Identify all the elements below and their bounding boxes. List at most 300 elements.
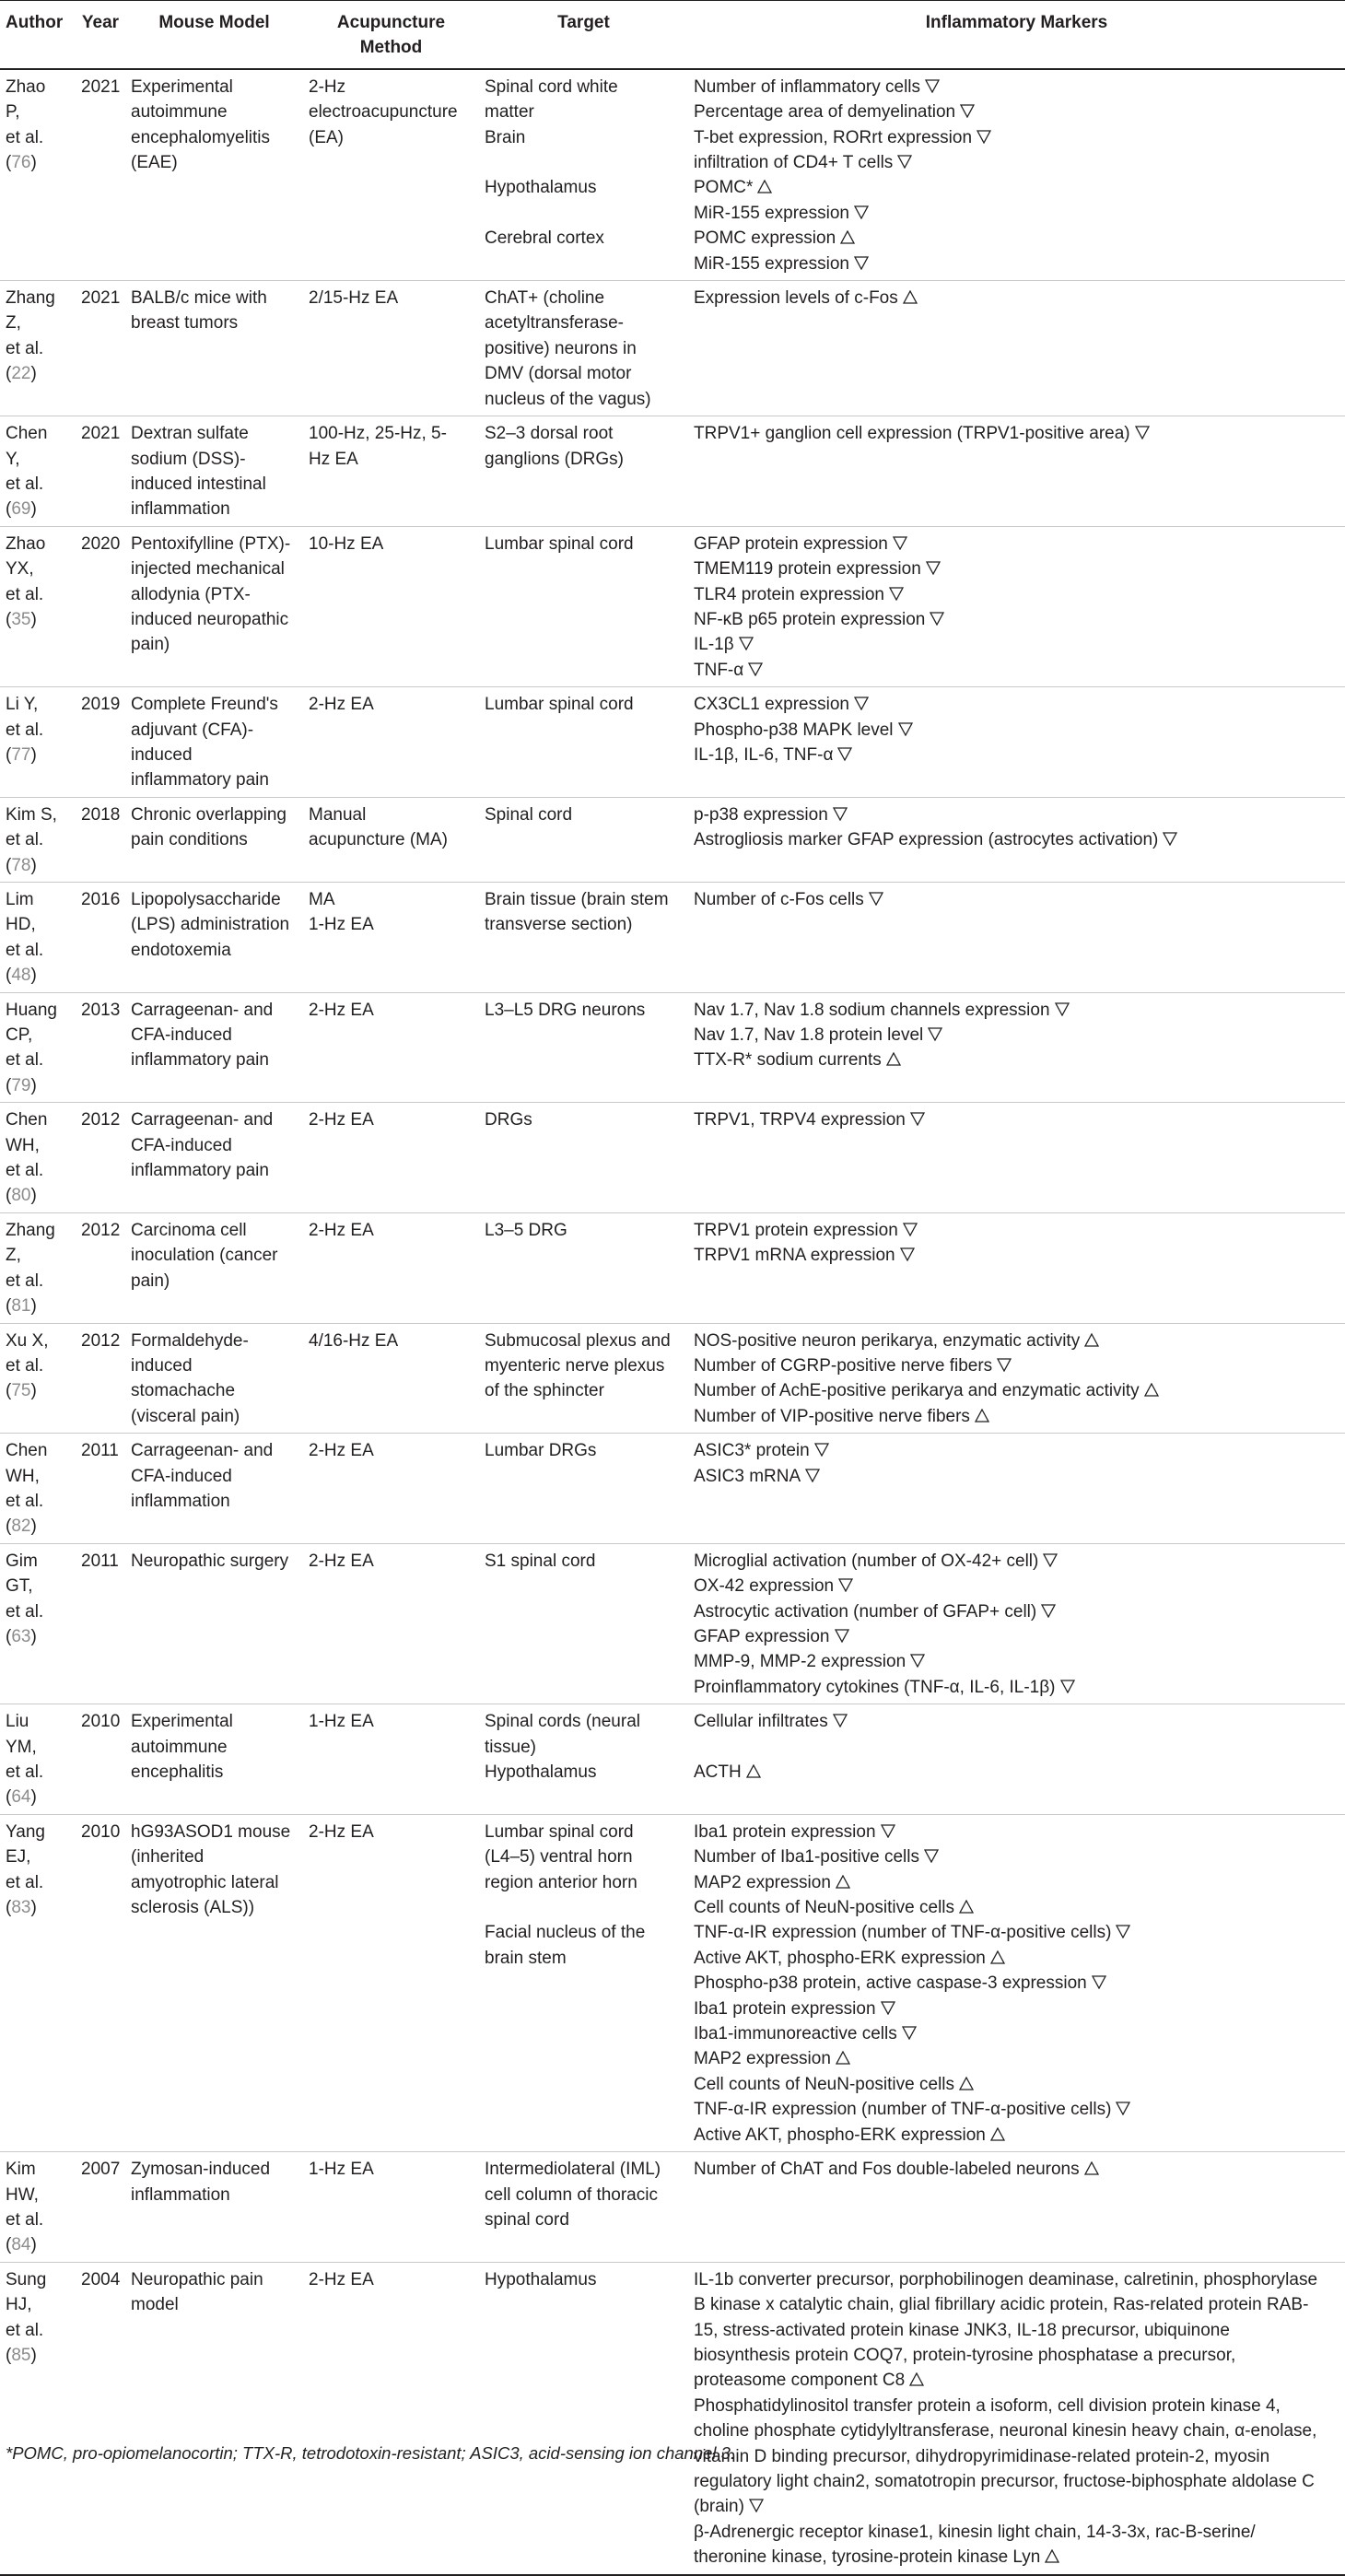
author-line: et al. [6, 1491, 44, 1511]
author-line: Liu [6, 1712, 29, 1732]
model-line: (inherited [131, 1847, 205, 1868]
author-line: Kim [6, 2160, 36, 2180]
mouse-model-cell [125, 1434, 303, 1544]
triangle-down-icon [748, 662, 763, 676]
model-line: encephalomyelitis [131, 127, 271, 147]
target-line: Submucosal plexus and [485, 1330, 671, 1351]
method-line: 2-Hz [309, 76, 346, 97]
triangle-up-icon [990, 1950, 1005, 1964]
marker-item [694, 1820, 1341, 1844]
triangle-up-icon [757, 180, 772, 193]
acupuncture-method-cell [303, 526, 479, 686]
marker-text: Expression levels of c-Fos [694, 288, 898, 309]
author-cell [0, 1323, 76, 1434]
author-line: GT, [6, 1576, 33, 1597]
author-cell [0, 416, 76, 527]
author-line: Zhang [6, 288, 55, 309]
marker-item [694, 2046, 1341, 2071]
target-line: Cerebral cortex [485, 228, 604, 249]
marker-text: Proinflammatory cytokines (TNF-α, IL-6, IL-1β) [694, 1677, 1056, 1697]
method-line: electroacupuncture [309, 102, 458, 123]
reference-number: 75 [11, 1381, 31, 1401]
mouse-model-cell [125, 1704, 303, 1815]
marker-item [694, 1844, 1341, 1869]
year-cell: 2018 [76, 797, 125, 882]
triangle-down-icon [869, 892, 883, 906]
table-row [0, 992, 1345, 1103]
reference-number: 77 [11, 744, 31, 765]
triangle-up-icon [840, 230, 855, 244]
reference-number: 48 [11, 966, 31, 986]
marker-item [694, 1946, 1341, 1971]
header-inflammatory-markers: Inflammatory Markers [688, 1, 1345, 69]
triangle-down-icon [854, 205, 869, 219]
marker-text: IL-1β [694, 635, 734, 655]
model-line: Dextran sulfate [131, 424, 249, 444]
target-cell [479, 797, 688, 882]
target-line: Facial nucleus of the [485, 1923, 646, 1943]
year-cell: 2021 [76, 416, 125, 527]
target-line: Spinal cords (neural [485, 1712, 640, 1732]
target-cell [479, 416, 688, 527]
model-line: model [131, 2295, 179, 2315]
author-cell [0, 69, 76, 281]
reference-number: 22 [11, 364, 31, 384]
marker-text: MAP2 expression [694, 2049, 831, 2069]
model-line: pain) [131, 1270, 170, 1291]
model-line: Carcinoma cell [131, 1220, 247, 1240]
target-line: nucleus of the vagus) [485, 389, 651, 409]
marker-item [694, 1760, 1341, 1785]
target-cell [479, 992, 688, 1103]
marker-item [694, 1107, 1341, 1132]
model-line: induced [131, 744, 193, 765]
inflammatory-markers-cell [688, 992, 1345, 1103]
inflammatory-markers-cell [688, 1212, 1345, 1323]
marker-text: Number of inflammatory cells [694, 76, 921, 97]
marker-text: p-p38 expression [694, 804, 828, 825]
author-line: Kim S, [6, 804, 57, 825]
marker-item [694, 252, 1341, 276]
reference-number: 81 [11, 1296, 31, 1317]
triangle-down-icon [889, 587, 904, 601]
table-row [0, 1434, 1345, 1544]
author-line: Sung [6, 2269, 47, 2289]
author-line: et al. [6, 1161, 44, 1181]
model-line: hG93ASOD1 mouse [131, 1821, 291, 1842]
method-line: 2-Hz EA [309, 1220, 374, 1240]
author-line: HJ, [6, 2295, 32, 2315]
model-line: induced [131, 1355, 193, 1376]
marker-item [694, 1404, 1341, 1429]
author-line: Z, [6, 1246, 21, 1266]
reference-line: (63) [6, 1626, 37, 1646]
method-line: 2-Hz EA [309, 1110, 374, 1130]
table-row [0, 1103, 1345, 1213]
marker-item [694, 556, 1341, 581]
marker-item [694, 607, 1341, 632]
reference-line: (64) [6, 1787, 37, 1808]
target-cell [479, 1323, 688, 1434]
triangle-down-icon [881, 2001, 895, 2015]
target-cell [479, 2262, 688, 2574]
target-line: Spinal cord [485, 804, 573, 825]
marker-text: GFAP expression [694, 1626, 830, 1646]
triangle-down-icon [749, 2499, 764, 2512]
target-line: ChAT+ (choline [485, 288, 605, 309]
marker-item [694, 2072, 1341, 2097]
triangle-down-icon [1116, 2102, 1130, 2115]
marker-item [694, 1895, 1341, 1920]
table-row [0, 1814, 1345, 2151]
acupuncture-method-cell [303, 416, 479, 527]
triangle-down-icon [977, 130, 991, 144]
reference-number: 85 [11, 2345, 31, 2365]
target-line: Brain [485, 127, 526, 147]
target-cell [479, 1814, 688, 2151]
table-body [0, 69, 1345, 2575]
target-line: Lumbar spinal cord [485, 695, 634, 715]
model-line: Experimental [131, 1712, 233, 1732]
marker-text: Number of VIP-positive nerve fibers [694, 1406, 970, 1426]
marker-text: Cell counts of NeuN-positive cells [694, 1898, 955, 1918]
author-line: WH, [6, 1135, 40, 1155]
model-line: pain) [131, 635, 170, 655]
marker-item [694, 226, 1341, 251]
triangle-down-icon [898, 722, 913, 736]
model-line: (visceral pain) [131, 1406, 240, 1426]
mouse-model-cell [125, 687, 303, 798]
model-line: Neuropathic pain [131, 2269, 263, 2289]
marker-item [694, 2157, 1341, 2182]
target-line: Intermediolateral (IML) [485, 2160, 661, 2180]
marker-item [694, 1649, 1341, 1674]
triangle-down-icon [926, 561, 941, 575]
author-line: Lim [6, 890, 34, 909]
triangle-down-icon [910, 1654, 925, 1668]
marker-item [694, 692, 1341, 717]
model-line: Zymosan-induced [131, 2160, 271, 2180]
marker-text: TMEM119 protein expression [694, 559, 921, 580]
marker-text: CX3CL1 expression [694, 695, 849, 715]
inflammatory-markers-cell [688, 281, 1345, 416]
mouse-model-cell [125, 1212, 303, 1323]
method-line: 2-Hz EA [309, 1000, 374, 1020]
marker-text: Number of AchE-positive perikarya and enzymatic activity [694, 1381, 1140, 1401]
marker-item [694, 532, 1341, 556]
author-line: Z, [6, 313, 21, 334]
author-cell [0, 883, 76, 993]
marker-item [694, 1329, 1341, 1353]
mouse-model-cell [125, 69, 303, 281]
marker-item [694, 1709, 1341, 1734]
inflammatory-markers-cell [688, 69, 1345, 281]
target-line: region anterior horn [485, 1872, 637, 1892]
reference-number: 80 [11, 1186, 31, 1206]
model-line: inflammation [131, 2184, 230, 2205]
triangle-down-icon [924, 1849, 939, 1863]
model-line: Carrageenan- and [131, 1000, 274, 1020]
target-line: Lumbar spinal cord [485, 533, 634, 554]
target-line: S1 spinal cord [485, 1551, 596, 1571]
reference-line: (79) [6, 1075, 37, 1095]
marker-item [694, 1574, 1341, 1598]
inflammatory-markers-cell [688, 1704, 1345, 1815]
acupuncture-method-cell [303, 2262, 479, 2574]
year-cell: 2019 [76, 687, 125, 798]
author-line: et al. [6, 474, 44, 494]
marker-text: TNF-α [694, 660, 744, 680]
marker-line: B kinase x catalytic chain, glial fibrillary acidic protein, Ras-related protein RAB- [694, 2295, 1309, 2315]
marker-text: POMC expression [694, 228, 836, 249]
acupuncture-method-cell [303, 797, 479, 882]
target-line: Hypothalamus [485, 2269, 597, 2289]
author-line: Chen [6, 424, 48, 444]
marker-text: TRPV1+ ganglion cell expression (TRPV1-positive area) [694, 424, 1130, 444]
model-line: induced neuropathic [131, 609, 289, 629]
marker-line: regulatory light chain2, somatotropin precursor, fructose-biphosphate aldolase C [694, 2471, 1315, 2491]
year-cell: 2011 [76, 1434, 125, 1544]
marker-text: Cellular infiltrates [694, 1712, 828, 1732]
acupuncture-method-cell [303, 687, 479, 798]
marker-item [694, 632, 1341, 657]
author-line: et al. [6, 1050, 44, 1071]
reference-line: (80) [6, 1186, 37, 1206]
model-line: Complete Freund's [131, 695, 278, 715]
marker-item [694, 582, 1341, 607]
model-line: Lipopolysaccharide [131, 890, 281, 909]
target-cell [479, 2152, 688, 2263]
mouse-model-cell [125, 992, 303, 1103]
method-line: 4/16-Hz EA [309, 1330, 399, 1351]
year-cell: 2012 [76, 1103, 125, 1213]
marker-text: Iba1 protein expression [694, 1821, 876, 1842]
author-cell [0, 1814, 76, 2151]
triangle-down-icon [903, 1223, 918, 1236]
marker-text: MiR-155 expression [694, 203, 849, 223]
target-line: matter [485, 102, 534, 123]
year-cell: 2010 [76, 1704, 125, 1815]
triangle-up-icon [836, 2051, 850, 2065]
author-cell [0, 526, 76, 686]
author-line: P, [6, 102, 20, 123]
target-line: tissue) [485, 1737, 536, 1757]
marker-item [694, 1920, 1341, 1945]
marker-text: Iba1-immunoreactive cells [694, 2024, 897, 2044]
reference-line: (35) [6, 609, 37, 629]
author-line: Zhao [6, 76, 46, 97]
mouse-model-cell [125, 2152, 303, 2263]
author-line: EJ, [6, 1847, 31, 1868]
marker-text: Iba1 protein expression [694, 1998, 876, 2019]
author-line: HW, [6, 2184, 39, 2205]
model-line: pain conditions [131, 830, 248, 850]
model-line: injected mechanical [131, 559, 285, 580]
year-cell: 2011 [76, 1543, 125, 1704]
model-line: inflammation [131, 499, 230, 520]
table-row [0, 1212, 1345, 1323]
year-cell: 2016 [76, 883, 125, 993]
marker-item [694, 1549, 1341, 1574]
marker-text: infiltration of CD4+ T cells [694, 153, 894, 173]
author-cell [0, 1543, 76, 1704]
marker-text: Cell counts of NeuN-positive cells [694, 2074, 955, 2094]
marker-item [694, 1971, 1341, 1996]
year-cell: 2020 [76, 526, 125, 686]
table-row [0, 416, 1345, 527]
model-line: (LPS) administration [131, 915, 290, 935]
marker-item [694, 286, 1341, 310]
model-line: encephalitis [131, 1762, 224, 1782]
marker-text: TTX-R* sodium currents [694, 1050, 882, 1071]
marker-item [694, 1353, 1341, 1378]
marker-text: Active AKT, phospho-ERK expression [694, 1948, 986, 1968]
target-cell [479, 1434, 688, 1544]
marker-item [694, 743, 1341, 767]
author-line: YM, [6, 1737, 37, 1757]
author-cell [0, 1704, 76, 1815]
marker-line: 15, stress-activated protein kinase JNK3, IL-18 precursor, ubiquinone [694, 2320, 1230, 2340]
target-cell [479, 1212, 688, 1323]
marker-item [694, 1599, 1341, 1624]
acupuncture-method-cell [303, 69, 479, 281]
marker-item [694, 1218, 1341, 1243]
marker-text: ASIC3 mRNA [694, 1466, 801, 1486]
year-cell: 2010 [76, 1814, 125, 2151]
header-author: Author [0, 1, 76, 69]
marker-text: Nav 1.7, Nav 1.8 sodium channels expression [694, 1000, 1050, 1020]
author-line: et al. [6, 1355, 44, 1376]
method-line: 100-Hz, 25-Hz, 5- [309, 424, 447, 444]
model-line: allodynia (PTX- [131, 584, 251, 604]
author-cell [0, 1212, 76, 1323]
reference-line: (22) [6, 364, 37, 384]
acupuncture-method-cell [303, 1704, 479, 1815]
target-line: (L4–5) ventral horn [485, 1847, 633, 1868]
marker-item [694, 718, 1341, 743]
reference-line: (77) [6, 744, 37, 765]
model-line: Chronic overlapping [131, 804, 287, 825]
marker-text: Number of c-Fos cells [694, 890, 864, 909]
model-line: inoculation (cancer [131, 1246, 278, 1266]
mouse-model-cell [125, 1103, 303, 1213]
triangle-up-icon [990, 2127, 1005, 2141]
marker-text: TNF-α-IR expression (number of TNF-α-positive cells) [694, 1923, 1112, 1943]
model-line: (EAE) [131, 153, 178, 173]
author-line: et al. [6, 720, 44, 740]
year-cell: 2021 [76, 69, 125, 281]
author-line: et al. [6, 1601, 44, 1622]
mouse-model-cell [125, 1814, 303, 2151]
model-line: induced intestinal [131, 474, 266, 494]
triangle-down-icon [854, 256, 869, 270]
acupuncture-method-cell [303, 1323, 479, 1434]
triangle-up-icon [975, 1409, 989, 1423]
reference-line: (85) [6, 2345, 37, 2365]
marker-line: biosynthesis protein COQ7, protein-tyrosine phosphatase a precursor, [694, 2345, 1236, 2365]
reference-number: 76 [11, 153, 31, 173]
reference-number: 78 [11, 855, 31, 875]
marker-text: NF-κB p65 protein expression [694, 609, 926, 629]
method-line: 2-Hz EA [309, 2269, 374, 2289]
method-line: Manual [309, 804, 367, 825]
author-cell [0, 992, 76, 1103]
target-cell [479, 883, 688, 993]
target-line: ganglions (DRGs) [485, 449, 624, 469]
year-cell: 2013 [76, 992, 125, 1103]
reference-line: (82) [6, 1516, 37, 1537]
target-cell [479, 1543, 688, 1704]
marker-item [694, 2097, 1341, 2122]
triangle-down-icon [902, 2026, 917, 2040]
author-line: Y, [6, 449, 20, 469]
author-cell [0, 1434, 76, 1544]
table-header-row [0, 1, 1345, 69]
triangle-up-icon [1045, 2549, 1059, 2563]
marker-text: OX-42 expression [694, 1576, 835, 1597]
marker-line: theronine kinase, tyrosine-protein kinase Lyn [694, 2547, 1041, 2568]
marker-text: TRPV1, TRPV4 expression [694, 1110, 906, 1130]
author-line: et al. [6, 2209, 44, 2230]
marker-line: proteasome component C8 [694, 2371, 906, 2391]
marker-text: ACTH [694, 1762, 742, 1782]
triangle-down-icon [838, 1578, 853, 1592]
marker-text: MMP-9, MMP-2 expression [694, 1652, 906, 1672]
author-line: Li Y, [6, 695, 39, 715]
marker-text: IL-1β, IL-6, TNF-α [694, 744, 834, 765]
triangle-up-icon [903, 290, 918, 304]
triangle-down-icon [805, 1469, 820, 1482]
marker-item [694, 1464, 1341, 1489]
marker-line: Phosphatidylinositol transfer protein a isoform, cell division protein kinase 4, [694, 2395, 1281, 2416]
reference-number: 83 [11, 1898, 31, 1918]
mouse-model-cell [125, 2262, 303, 2574]
marker-item [694, 2368, 1341, 2393]
table-row [0, 1543, 1345, 1704]
author-line: Chen [6, 1441, 48, 1461]
marker-item [694, 75, 1341, 100]
triangle-down-icon [1116, 1925, 1130, 1938]
acupuncture-method-cell [303, 1543, 479, 1704]
marker-item [694, 150, 1341, 175]
inflammatory-markers-cell [688, 1814, 1345, 2151]
marker-text: MAP2 expression [694, 1872, 831, 1892]
triangle-up-icon [1144, 1383, 1159, 1397]
triangle-down-icon [893, 536, 907, 550]
marker-text: MiR-155 expression [694, 253, 849, 274]
inflammatory-markers-cell [688, 1434, 1345, 1544]
author-line: et al. [6, 2320, 44, 2340]
triangle-down-icon [854, 697, 869, 710]
target-line: Lumbar spinal cord [485, 1821, 634, 1842]
marker-text: TRPV1 mRNA expression [694, 1246, 895, 1266]
marker-item [694, 2545, 1341, 2570]
table-row [0, 526, 1345, 686]
target-line: myenteric nerve plexus [485, 1355, 665, 1376]
acupuncture-method-cell [303, 281, 479, 416]
triangle-up-icon [959, 1900, 974, 1914]
reference-line: (48) [6, 966, 37, 986]
marker-text: Active AKT, phospho-ERK expression [694, 2125, 986, 2145]
method-line: MA [309, 890, 335, 909]
model-line: amyotrophic lateral [131, 1872, 279, 1892]
triangle-up-icon [959, 2077, 974, 2090]
year-cell: 2012 [76, 1323, 125, 1434]
triangle-up-icon [909, 2372, 924, 2386]
marker-text: Phospho-p38 protein, active caspase-3 expression [694, 1973, 1087, 1994]
model-line: endotoxemia [131, 940, 231, 960]
header-year: Year [76, 1, 125, 69]
